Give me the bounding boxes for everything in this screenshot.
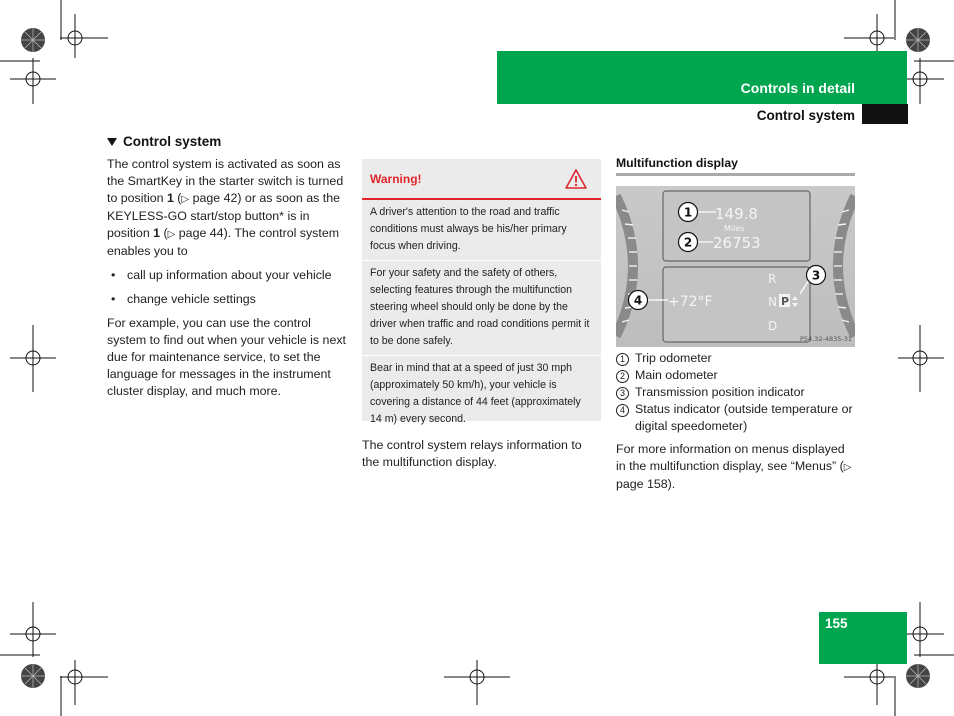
example-paragraph: For example, you can use the control system to find out when your vehicle is next due for maintenance service, to set the language for messages in the instrument cluster display, and much more. (107, 316, 346, 398)
section-heading: Control system (107, 133, 347, 150)
page-ref-icon: ▷ (167, 229, 176, 240)
page-number: 155 (825, 616, 848, 631)
legend-item: 1 Trip odometer (616, 350, 861, 367)
warning-paragraph: A driver's attention to the road and traffic conditions must always be his/her primary focus when driving. (370, 206, 567, 252)
gear-n: N (768, 295, 777, 309)
header-band (497, 51, 907, 104)
legend-item: 3 Transmission position indicator (616, 384, 861, 401)
page-ref-icon: ▷ (843, 462, 852, 473)
column-1 (107, 133, 347, 407)
section-marker (862, 104, 908, 124)
gear-r: R (768, 272, 777, 286)
warning-header (362, 159, 601, 200)
multifunction-heading: Multifunction display (616, 156, 738, 170)
callout-4: 4 (633, 293, 643, 308)
distance-unit: Miles (724, 224, 745, 233)
list-item: • change vehicle settings (107, 291, 347, 308)
list-item: • call up information about your vehicle (107, 267, 347, 284)
chapter-title: Controls in detail (740, 80, 855, 96)
warning-paragraph: Bear in mind that at a speed of just 30 mph (approximately 50 km/h), your vehicle is covering a distance of 44 feet (approximately 14 m) every second. (370, 362, 581, 425)
image-code: P54.32-4835-31 (799, 335, 852, 343)
menus-paragraph: For more information on menus displayed in the multifunction display, see “Menus” (▷ page 158). (616, 442, 852, 491)
gear-d: D (768, 319, 778, 333)
temperature-value: +72°F (668, 294, 713, 310)
page-ref-icon: ▷ (181, 194, 190, 205)
callout-1: 1 (683, 205, 693, 220)
trip-odometer-value: 149.8 (715, 205, 758, 223)
warning-title: Warning! (370, 171, 422, 186)
legend-item: 2 Main odometer (616, 367, 861, 384)
relay-paragraph: The control system relays information to the multifunction display. (362, 438, 582, 469)
intro-paragraph: The control system is activated as soon as the SmartKey in the starter switch is turned to position 1 (▷ page 42) or as soon as the KEYLESS-GO start/stop button* is in position 1 (▷ page 44). The control system enables you to (107, 157, 344, 258)
warning-paragraph: For your safety and the safety of others, selecting features through the multifunction steering wheel should only be done by the driver when traffic and road conditions permit it to be done safely. (370, 267, 590, 347)
triangle-bullet-icon (107, 138, 117, 146)
legend-item: 4 Status indicator (outside temperature or digital speedometer) (616, 401, 861, 435)
gear-p: P (781, 295, 790, 308)
warning-box (362, 159, 601, 425)
callout-3: 3 (811, 268, 821, 283)
feature-list (107, 267, 347, 308)
instrument-cluster-image (616, 186, 855, 347)
section-title: Control system (756, 108, 855, 123)
heading-rule (616, 173, 855, 176)
main-odometer-value: 26753 (713, 234, 761, 252)
legend-list (616, 350, 861, 435)
warning-triangle-icon (565, 169, 587, 189)
callout-2: 2 (683, 235, 693, 250)
